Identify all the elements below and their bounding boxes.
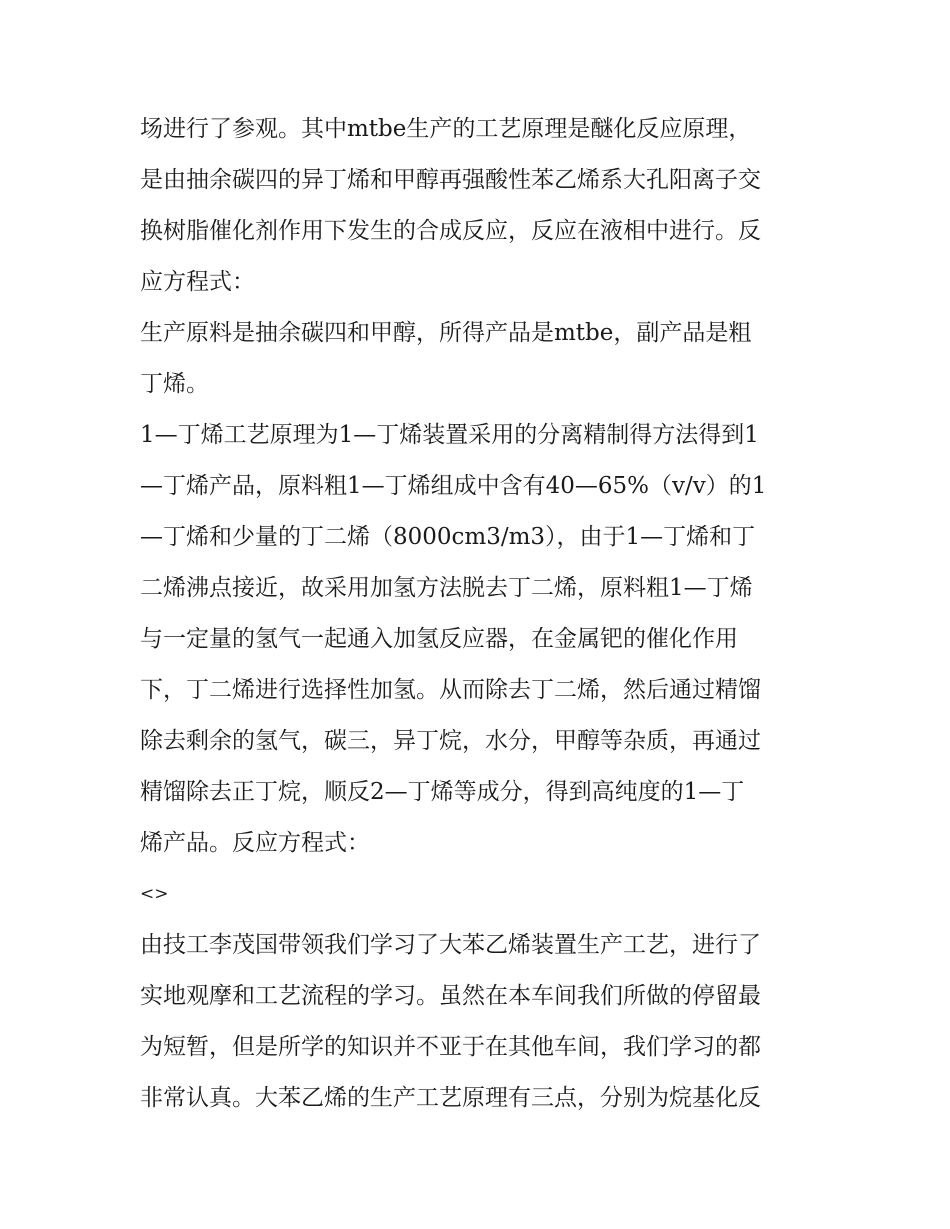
text-line: 下，丁二烯进行选择性加氢。从而除去丁二烯，然后通过精馏 (140, 677, 761, 703)
text-line: 二烯沸点接近，故采用加氢方法脱去丁二烯，原料粗1—丁烯 (140, 575, 753, 601)
text-line: 实地观摩和工艺流程的学习。虽然在本车间我们所做的停留最 (140, 983, 761, 1009)
text-line: 为短暂，但是所学的知识并不亚于在其他车间，我们学习的都 (140, 1034, 761, 1060)
text-line: 应方程式： (140, 269, 255, 295)
text-line: 是由抽余碳四的异丁烯和甲醇再强酸性苯乙烯系大孔阳离子交 (140, 167, 761, 193)
text-line: 精馏除去正丁烷，顺反2—丁烯等成分，得到高纯度的1—丁 (140, 779, 745, 805)
text-line: 丁烯。 (140, 371, 209, 397)
text-line: 烯产品。反应方程式： (140, 830, 370, 856)
text-line: —丁烯和少量的丁二烯（8000cm3/m3），由于1—丁烯和丁 (140, 524, 756, 550)
text-line: —丁烯产品，原料粗1—丁烯组成中含有40—65%（v/v）的1 (140, 473, 767, 499)
text-line: 由技工李茂国带领我们学习了大苯乙烯装置生产工艺，进行了 (140, 932, 761, 958)
document-body (140, 104, 812, 1124)
text-line: 生产原料是抽余碳四和甲醇，所得产品是mtbe，副产品是粗 (140, 320, 752, 346)
text-line: 1—丁烯工艺原理为1—丁烯装置采用的分离精制得方法得到1 (140, 422, 759, 448)
text-line: 场进行了参观。其中mtbe生产的工艺原理是醚化反应原理， (140, 116, 752, 142)
text-line: 除去剩余的氢气，碳三，异丁烷，水分，甲醇等杂质，再通过 (140, 728, 761, 754)
text-line: 非常认真。大苯乙烯的生产工艺原理有三点，分别为烷基化反 (140, 1085, 761, 1111)
text-line: 换树脂催化剂作用下发生的合成反应，反应在液相中进行。反 (140, 218, 761, 244)
text-line: 与一定量的氢气一起通入加氢反应器，在金属钯的催化作用 (140, 626, 738, 652)
placeholder-line: <> (140, 884, 169, 904)
